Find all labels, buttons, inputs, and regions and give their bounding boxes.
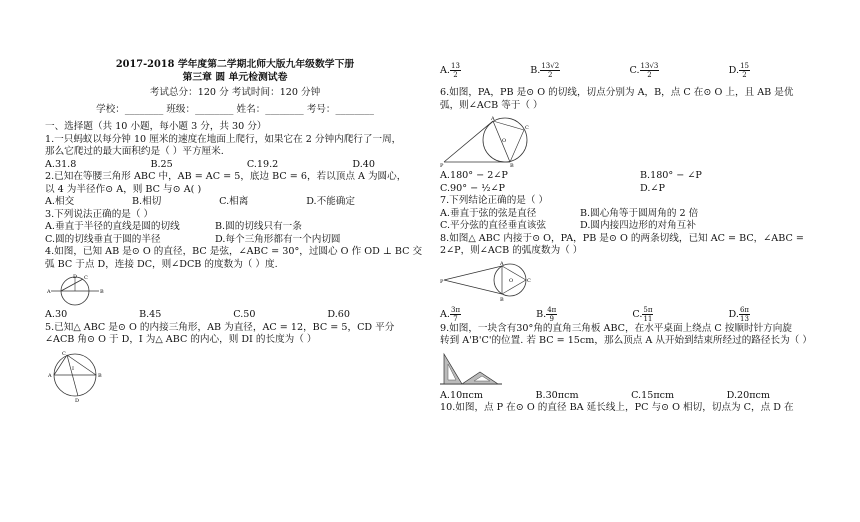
q1-option-d[interactable]: D.40 <box>352 158 375 170</box>
q8-option-b[interactable]: B. $\frac{4\pi}{9}$ <box>536 305 557 323</box>
q1-options <box>45 159 375 172</box>
q8-line2: 2∠P，则∠ACB 的弧度数为（ ） <box>440 245 583 256</box>
q5-option-b[interactable]: B. $\frac{13√2}{2}$ <box>530 62 560 79</box>
q6-figure <box>440 114 540 168</box>
q5-label-c: C <box>62 350 66 357</box>
q4-option-d[interactable]: D.60 <box>327 309 350 320</box>
q5-line1: 5.已知△ ABC 是⊙ O 的内接三角形，AB 为直径，AC = 12，BC = 5，CD 平分 <box>45 321 395 333</box>
q8-chord-bc <box>502 277 526 294</box>
q8-options <box>440 306 750 323</box>
q1-option-a[interactable]: A.31.8 <box>45 158 77 170</box>
q4-chord <box>61 279 83 291</box>
q4-figure <box>45 273 105 307</box>
q6-option-a[interactable]: A.180° − 2∠P <box>440 170 508 181</box>
q9-option-a[interactable]: A.10πcm <box>440 389 483 401</box>
q8-label-b: B <box>500 296 504 303</box>
q4-label-d: D <box>73 274 78 280</box>
q6-label-a: A <box>491 116 495 122</box>
q5-option-d[interactable]: D. $\frac{15}{2}$ <box>728 62 749 79</box>
q7-options <box>440 208 830 233</box>
q5-option-c[interactable]: C. $\frac{13√3}{2}$ <box>629 62 659 79</box>
q8-label-o: O <box>509 277 514 284</box>
right-column <box>440 62 830 415</box>
q7-option-c[interactable]: C.平分弦的直径垂直该弦 <box>440 220 546 231</box>
q4-line1: 4.如图，已知 AB 是⊙ O 的直径，BC 是弦，∠ABC = 30°，过圆心 O 作 OD ⊥ BC 交 <box>45 246 423 257</box>
q8-chord-ac <box>502 266 526 280</box>
q3-line1: 3.下列说法正确的是（ ） <box>45 208 154 220</box>
q6-option-b[interactable]: B.180° − ∠P <box>640 170 702 181</box>
q9-option-c[interactable]: C.15πcm <box>631 389 675 401</box>
q8-option-c[interactable]: C. $\frac{5\pi}{11}$ <box>632 305 653 323</box>
q8-tangent-pb <box>444 280 502 294</box>
q10-line1: 10.如图，点 P 在⊙ O 的直径 BA 延长线上，PC 与⊙ O 相切，切点为 C，点 D 在 <box>440 402 794 413</box>
q4-option-a[interactable]: A.30 <box>45 309 68 320</box>
q8-label-a: A <box>500 260 504 267</box>
q4-option-c[interactable]: C.50 <box>233 309 256 320</box>
q3-option-b[interactable]: B.圆的切线只有一条 <box>215 221 302 232</box>
exam-fields: 学校：________ 班级：________ 姓名：________ 考号：________ <box>96 103 374 115</box>
section-heading: 一、选择题（共 10 小题，每小题 3 分，共 30 分） <box>45 121 267 132</box>
q4-options <box>45 309 350 322</box>
q4-label-c: C <box>84 275 88 281</box>
q1-option-c[interactable]: C.19.2 <box>246 158 279 170</box>
q6-line2: 弧，则∠ACB 等于（ ） <box>440 99 543 111</box>
q7-option-b[interactable]: B.圆心角等于圆周角的 2 倍 <box>580 207 699 219</box>
q9-option-b[interactable]: B.30πcm <box>535 389 579 401</box>
q1-line2: 那么它爬过的最大面积约是（ ）平方厘米. <box>45 146 224 157</box>
q7-option-d[interactable]: D.圆内接四边形的对角互补 <box>580 220 696 231</box>
q5-label-a: A <box>48 372 52 379</box>
q8-label-p: P <box>440 278 444 285</box>
q6-chord-bc <box>510 130 524 162</box>
q5-label-d: D <box>75 397 80 403</box>
q5-label-i: I <box>72 365 74 372</box>
q5-option-a[interactable]: A. $\frac{13}{2}$ <box>440 62 460 79</box>
q8-line1: 8.如图△ ABC 内接于⊙ O，PA，PB 是⊙ O 的两条切线，已知 AC = BC，∠ABC = <box>440 232 804 244</box>
q8-option-a[interactable]: A. $\frac{3\pi}{7}$ <box>440 305 461 323</box>
q7-line1: 7.下列结论正确的是（ ） <box>440 195 549 206</box>
q8-label-c: C <box>527 277 531 284</box>
q3-option-c[interactable]: C.圆的切线垂直于圆的半径 <box>45 233 161 245</box>
q3-options <box>45 221 425 246</box>
q2-line1: 2.已知在等腰三角形 ABC 中，AB = AC = 5，底边 BC = 6，若以顶点 A 为圆心， <box>45 171 407 182</box>
q8-option-d[interactable]: D. $\frac{6\pi}{13}$ <box>728 305 749 323</box>
q6-options <box>440 170 830 195</box>
exam-title: 2017-2018 学年度第二学期北师大版九年级数学下册 <box>115 59 355 70</box>
exam-subtitle: 第三章 圆 单元检测试卷 <box>182 72 288 83</box>
q4-line2: 弧 BC 于点 D，连接 DC，则∠DCB 的度数为（ ）度. <box>45 258 278 270</box>
q6-option-c[interactable]: C.90° − ½∠P <box>440 182 505 194</box>
q5-line2: ∠ACB 角⊙ O 于 D，I 为△ ABC 的内心，则 DI 的长度为（ ） <box>45 334 317 345</box>
q1-line1: 1.一只蚂蚁以每分钟 10 厘米的速度在地面上爬行，如果它在 2 分钟内爬行了一周， <box>45 133 402 145</box>
q6-label-o: O <box>502 138 507 144</box>
q4-label-b: B <box>100 289 104 295</box>
q6-line1: 6.如图，PA，PB 是⊙ O 的切线，切点分别为 A，B，点 C 在⊙ O 上，且 AB 是优 <box>440 87 794 98</box>
q2-option-d[interactable]: D.不能确定 <box>306 196 355 207</box>
q6-label-b: B <box>510 163 514 168</box>
q6-label-c: C <box>525 125 529 131</box>
q6-tangent-pa <box>444 121 493 162</box>
q9-figure <box>440 350 504 388</box>
q2-line2: 以 4 为半径作⊙ A，则 BC 与⊙ A( ) <box>45 183 202 195</box>
q9-line1: 9.如图，一块含有30°角的直角三角板 ABC，在水平桌面上绕点 C 按顺时针方向旋 <box>440 322 792 334</box>
q6-label-p: P <box>440 163 444 168</box>
q3-option-a[interactable]: A.垂直于半径的直线是圆的切线 <box>45 221 180 232</box>
q3-option-d[interactable]: D.每个三角形都有一个内切圆 <box>215 233 341 245</box>
q2-option-a[interactable]: A.相交 <box>45 196 75 207</box>
q5-label-b: B <box>98 372 102 379</box>
left-column <box>45 58 425 405</box>
q8-figure <box>440 260 540 304</box>
q1-option-b[interactable]: B.25 <box>150 158 173 170</box>
q8-tangent-pa <box>444 266 502 280</box>
q4-option-b[interactable]: B.45 <box>139 309 162 320</box>
q2-options <box>45 196 355 209</box>
q5-figure <box>45 349 105 403</box>
q7-option-a[interactable]: A.垂直于弦的弦是直径 <box>440 207 537 219</box>
q9-line2: 转到 A'B'C'的位置. 若 BC = 15cm，那么顶点 A 从开始到结束所经过的路径长为（ ） <box>440 335 812 346</box>
q5-side-ac <box>54 355 67 375</box>
q2-option-b[interactable]: B.相切 <box>132 196 162 207</box>
q2-option-c[interactable]: C.相离 <box>219 196 249 207</box>
q9-options <box>440 390 770 403</box>
q6-option-d[interactable]: D.∠P <box>640 182 665 194</box>
exam-meta: 考试总分：120 分 考试时间：120 分钟 <box>149 87 321 98</box>
q5-options <box>440 62 750 79</box>
q4-label-a: A <box>47 289 51 295</box>
q6-chord-ac <box>493 121 524 130</box>
q9-option-d[interactable]: D.20πcm <box>726 389 770 401</box>
